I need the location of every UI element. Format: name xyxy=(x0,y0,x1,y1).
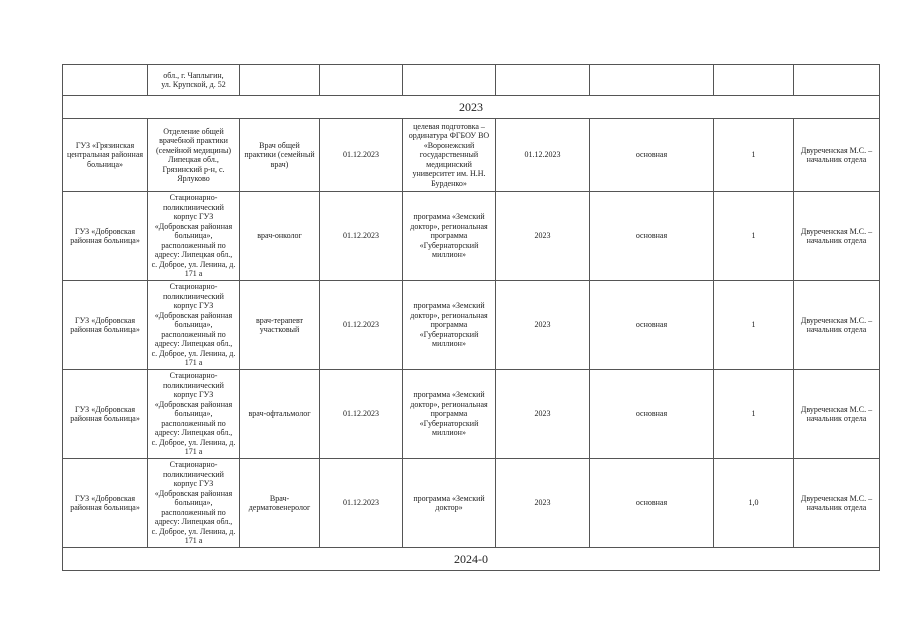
org-cell: ГУЗ «Добровская районная больница» xyxy=(63,370,148,459)
org-cell: ГУЗ «Грязинская центральная районная больница» xyxy=(63,119,148,192)
position-cell: Врач-дерматовенеролог xyxy=(240,459,320,548)
place-cell: Стационарно-поликлинический корпус ГУЗ «Добровская районная больница», расположенный по адресу: Липецкая обл., с. Доброе, ул. Ленина, д. 171 а xyxy=(148,192,240,281)
table-cell xyxy=(240,65,320,96)
table-cell xyxy=(496,65,590,96)
place-cell: Стационарно-поликлинический корпус ГУЗ «Добровская районная больница», расположенный по адресу: Липецкая обл., с. Доброе, ул. Ленина, д. 171 а xyxy=(148,281,240,370)
year-row xyxy=(63,96,880,119)
position-cell: Врач общей практики (семейный врач) xyxy=(240,119,320,192)
year-heading: 2023 xyxy=(63,96,880,119)
date-cell: 01.12.2023 xyxy=(320,370,403,459)
position-cell: врач-офтальмолог xyxy=(240,370,320,459)
table-cell xyxy=(63,65,148,96)
year-cell: 2023 xyxy=(496,192,590,281)
type-cell: основная xyxy=(590,281,714,370)
count-cell: 1,0 xyxy=(714,459,794,548)
place-cell: Отделение общей врачебной практики (семейной медицины) Липецкая обл., Грязинский р-н, с. Ярлуково xyxy=(148,119,240,192)
type-cell: основная xyxy=(590,459,714,548)
date-cell: 01.12.2023 xyxy=(320,459,403,548)
count-cell: 1 xyxy=(714,370,794,459)
place-cell: Стационарно-поликлинический корпус ГУЗ «Добровская районная больница», расположенный по адресу: Липецкая обл., с. Доброе, ул. Ленина, д. 171 а xyxy=(148,370,240,459)
count-cell: 1 xyxy=(714,192,794,281)
type-cell: основная xyxy=(590,192,714,281)
table-cell xyxy=(403,65,496,96)
responsible-cell: Двуреченская М.С. – начальник отдела xyxy=(794,281,880,370)
date-cell: 01.12.2023 xyxy=(320,281,403,370)
vacancy-table xyxy=(62,64,880,571)
table-cell xyxy=(320,65,403,96)
table-row xyxy=(63,119,880,192)
year-cell: 2023 xyxy=(496,281,590,370)
place-cell: Стационарно-поликлинический корпус ГУЗ «Добровская районная больница», расположенный по адресу: Липецкая обл., с. Доброе, ул. Ленина, д. 171 а xyxy=(148,459,240,548)
position-cell: врач-онколог xyxy=(240,192,320,281)
count-cell: 1 xyxy=(714,119,794,192)
table-row xyxy=(63,370,880,459)
table-row xyxy=(63,459,880,548)
org-cell: ГУЗ «Добровская районная больница» xyxy=(63,459,148,548)
program-cell: программа «Земский доктор», региональная программа «Губернаторский миллион» xyxy=(403,370,496,459)
count-cell: 1 xyxy=(714,281,794,370)
table-row xyxy=(63,65,880,96)
position-cell: врач-терапевт участковый xyxy=(240,281,320,370)
year-cell: 2023 xyxy=(496,459,590,548)
responsible-cell: Двуреченская М.С. – начальник отдела xyxy=(794,192,880,281)
program-cell: программа «Земский доктор», региональная программа «Губернаторский миллион» xyxy=(403,281,496,370)
program-cell: программа «Земский доктор» xyxy=(403,459,496,548)
responsible-cell: Двуреченская М.С. – начальник отдела xyxy=(794,119,880,192)
address-text: обл., г. Чаплыгин, ул. Крупской, д. 52 xyxy=(161,70,226,89)
table-row xyxy=(63,281,880,370)
year-heading: 2024-0 xyxy=(63,548,880,571)
table-row xyxy=(63,192,880,281)
type-cell: основная xyxy=(590,370,714,459)
org-cell: ГУЗ «Добровская районная больница» xyxy=(63,281,148,370)
date-cell: 01.12.2023 xyxy=(320,192,403,281)
responsible-cell: Двуреченская М.С. – начальник отдела xyxy=(794,370,880,459)
org-cell: ГУЗ «Добровская районная больница» xyxy=(63,192,148,281)
year-cell: 01.12.2023 xyxy=(496,119,590,192)
type-cell: основная xyxy=(590,119,714,192)
year-row xyxy=(63,548,880,571)
responsible-cell: Двуреченская М.С. – начальник отдела xyxy=(794,459,880,548)
year-cell: 2023 xyxy=(496,370,590,459)
table-cell xyxy=(590,65,714,96)
table-cell xyxy=(714,65,794,96)
program-cell: программа «Земский доктор», региональная программа «Губернаторский миллион» xyxy=(403,192,496,281)
table-cell xyxy=(148,65,240,96)
table-cell xyxy=(794,65,880,96)
program-cell: целевая подготовка – ординатура ФГБОУ ВО «Воронежский государственный медицинский университет им. Н.Н. Бурденко» xyxy=(403,119,496,192)
date-cell: 01.12.2023 xyxy=(320,119,403,192)
